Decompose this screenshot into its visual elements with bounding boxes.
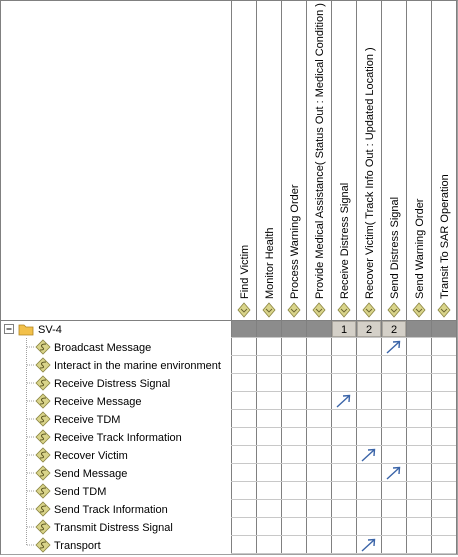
- dependency-cell[interactable]: [337, 396, 350, 408]
- column-header-3[interactable]: [288, 184, 301, 317]
- column-header-label: Receive Distress Signal: [339, 182, 351, 299]
- dependency-cell[interactable]: [387, 468, 400, 480]
- tree-row-label: Interact in the marine environment: [54, 360, 221, 372]
- tree-row-label: Recover Victim: [54, 450, 128, 462]
- function-icon: [36, 466, 50, 480]
- function-icon: [36, 502, 50, 516]
- tree-row[interactable]: [27, 376, 170, 390]
- tree-row-label: Transport: [54, 540, 101, 552]
- column-header-6[interactable]: [363, 47, 376, 317]
- column-header-4[interactable]: [313, 3, 326, 317]
- tree-row-label: Receive TDM: [54, 414, 121, 426]
- column-header-5[interactable]: [338, 183, 351, 317]
- function-icon: [36, 394, 50, 408]
- function-icon: [36, 520, 50, 534]
- column-header-label: Send Warning Order: [414, 198, 426, 299]
- tree-row[interactable]: [27, 340, 151, 354]
- tree-row[interactable]: [27, 466, 127, 480]
- tree-root-sv-4[interactable]: [5, 324, 62, 336]
- tree-root-label: SV-4: [38, 324, 62, 336]
- dependency-count: 2: [390, 324, 398, 336]
- folder-icon: [19, 325, 33, 335]
- column-header-8[interactable]: [413, 198, 426, 317]
- dependency-cell[interactable]: [362, 540, 375, 552]
- tree-row-label: Send Track Information: [54, 504, 168, 516]
- function-icon: [36, 358, 50, 372]
- arrow-icon: [337, 396, 349, 407]
- function-icon: [36, 340, 50, 354]
- arrow-icon: [362, 540, 374, 551]
- column-header-label: Process Warning Order: [289, 184, 301, 299]
- column-header-9[interactable]: [438, 174, 451, 317]
- tree-row-label: Transmit Distress Signal: [54, 522, 173, 534]
- tree-row[interactable]: [27, 448, 128, 462]
- column-header-label: Provide Medical Assistance( Status Out : Medical Condition ): [314, 3, 326, 299]
- tree-row[interactable]: [27, 538, 101, 552]
- tree-row-label: Receive Distress Signal: [54, 378, 171, 390]
- dependency-cell[interactable]: [387, 342, 400, 354]
- tree-row[interactable]: [27, 430, 182, 444]
- function-icon: [36, 538, 50, 552]
- arrow-icon: [387, 468, 399, 479]
- column-header-label: Find Victim: [239, 244, 251, 299]
- arrow-icon: [362, 450, 374, 461]
- column-header-7[interactable]: [388, 197, 401, 317]
- column-header-label: Monitor Health: [264, 227, 276, 299]
- tree-row[interactable]: [27, 520, 173, 534]
- tree-row[interactable]: [27, 412, 120, 426]
- tree-row-label: Receive Track Information: [54, 432, 182, 444]
- column-header-label: Recover Victim( Track Info Out : Updated Location ): [364, 47, 376, 299]
- tree-row[interactable]: [27, 358, 221, 372]
- tree-row-label: Send Message: [54, 468, 128, 480]
- function-icon: [36, 484, 50, 498]
- function-icon: [36, 376, 50, 390]
- matrix-canvas: [1, 1, 457, 554]
- dependency-count: 1: [340, 324, 348, 336]
- tree-row-label: Send TDM: [54, 486, 107, 498]
- dependency-cell[interactable]: [362, 450, 375, 462]
- function-icon: [36, 448, 50, 462]
- function-icon: [36, 430, 50, 444]
- tree-row[interactable]: [27, 394, 141, 408]
- column-header-label: Transit To SAR Operation: [439, 174, 451, 299]
- tree-row-label: Receive Message: [54, 396, 142, 408]
- tree-row[interactable]: [27, 484, 106, 498]
- tree-row[interactable]: [27, 502, 168, 516]
- function-icon: [36, 412, 50, 426]
- arrow-icon: [387, 342, 399, 353]
- tree-row-label: Broadcast Message: [54, 342, 152, 354]
- column-header-label: Send Distress Signal: [389, 196, 401, 299]
- dependency-count: 2: [365, 324, 373, 336]
